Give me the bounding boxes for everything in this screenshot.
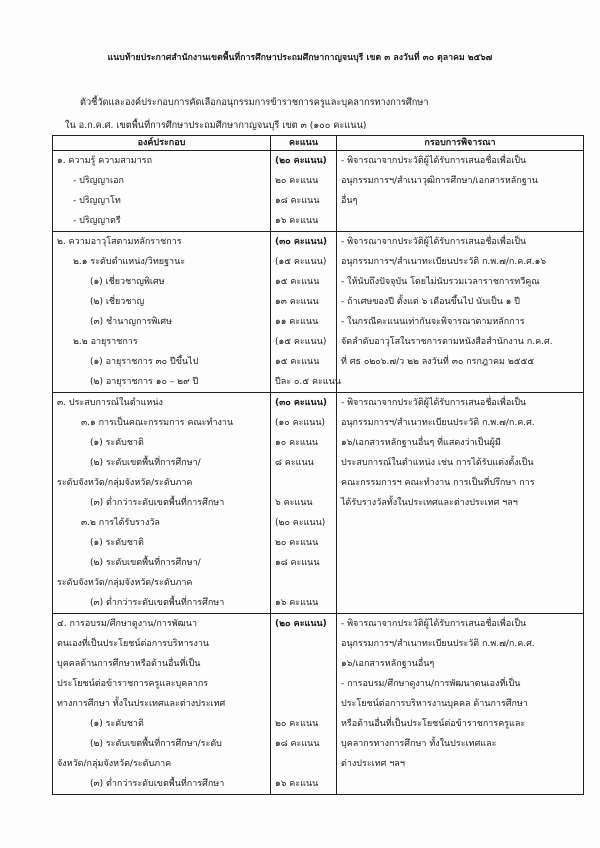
criteria-line: - ในกรณีคะแนนเท่ากันจะพิจารณาตามหลักการ [341,317,525,327]
criteria-line: อนุกรรมการฯ/สำเนาวุฒิการศึกษา/เอกสารหลักฐาน [341,176,538,186]
component-line: ๒. ความอาวุโสตามหลักราชการ [57,237,182,247]
intro-line-2: ใน อ.ก.ค.ศ. เขตพื้นที่การศึกษาประถมศึกษากาญจนบุรี เขต ๓ (๑๐๐ คะแนน) [65,120,367,131]
score-value [275,674,332,694]
score-value: (๒๐ คะแนน) [275,156,327,166]
criteria-line: ได้รับรางวัลทั้งในประเทศและต่างประเทศ ฯลฯ [341,498,518,508]
component-line: (๒) อายุราชการ ๑๐ – ๒๙ ปี [90,377,199,387]
score-value [275,654,332,674]
component-line: ๑. ความรู้ ความสามารถ [57,156,153,166]
score-value: ๑๑ คะแนน [275,317,319,327]
criteria-line: ที่ ศธ ๐๒๐๖.๗/ว ๒๒ ลงวันที่ ๓๐ กรกฎาคม ๒๕๕๕ [341,357,535,367]
component-line: (๓) ชำนาญการพิเศษ [90,317,173,327]
component-line: ๒.๒ อายุราชการ [73,337,138,347]
intro-line-1: ตัวชี้วัดและองค์ประกอบการคัดเลือกอนุกรรมการข้าราชการครูและบุคลากรทางการศึกษา [80,97,429,108]
criteria-cell [337,614,584,795]
score-value: ๒๐ คะแนน [275,538,319,548]
component-line: - ปริญญาตรี [73,216,121,226]
criteria-line: ๑๖/เอกสารหลักฐานอื่นๆ ที่แสดงว่าเป็นผู้มี [341,438,501,448]
component-line: (๑) เชี่ยวชาญพิเศษ [90,277,165,287]
score-cell [271,393,337,614]
table-header-row [53,136,584,151]
score-value [275,694,332,714]
criteria-line: - ถ้าเศษของปี ตั้งแต่ ๖ เดือนขึ้นไป นับเป็น ๑ ปี [341,297,521,307]
score-cell [271,614,337,795]
score-value: ๑๕ คะแนน [275,357,320,367]
component-line: (๓) ต่ำกว่าระดับเขตพื้นที่การศึกษา [90,498,225,508]
table-row [53,151,584,232]
component-line: ๓.๑ การเป็นคณะกรรมการ คณะทำงาน [81,418,234,428]
score-value [275,473,332,493]
component-line: - ปริญญาโท [73,196,121,206]
score-value: ๑๖ คะแนน [275,779,319,789]
component-line: (๑) ระดับชาติ [90,538,144,548]
score-value: ๑๐ คะแนน [275,438,319,448]
component-line: บุคคลด้านการศึกษาหรือด้านอื่นที่เป็น [57,659,201,669]
component-line: (๓) ต่ำกว่าระดับเขตพื้นที่การศึกษา [90,598,225,608]
component-line: (๑) ระดับชาติ [90,438,144,448]
component-line: (๒) ระดับเขตพื้นที่การศึกษา/ [90,458,201,468]
score-value [275,634,332,654]
table-row [53,393,584,614]
component-line: ตนเองที่เป็นประโยชน์ต่อการบริหารงาน [57,639,210,649]
score-value: ปีละ ๐.๕ คะแนน [275,377,341,387]
score-value: ๘ คะแนน [275,458,314,468]
component-line: ทางการศึกษา ทั้งในประเทศและต่างประเทศ [57,699,226,709]
score-value: ๒๐ คะแนน [275,719,319,729]
criteria-line: ๑๖/เอกสารหลักฐานอื่นๆ [341,659,435,669]
component-line: (๑) อายุราชการ ๓๐ ปีขึ้นไป [90,357,199,367]
score-value: (๑๐ คะแนน) [275,418,326,428]
score-value: (๑๕ คะแนน) [275,337,327,347]
score-value: ๑๕ คะแนน [275,277,320,287]
score-value: ๑๘ คะแนน [275,196,320,206]
score-cell [271,232,341,393]
component-line: ๔. การอบรม/ศึกษาดูงาน/การพัฒนา [57,619,198,629]
criteria-line: - พิจารณาจากประวัติผู้ได้รับการเสนอชื่อเพื่อเป็น [341,398,527,408]
header-score: คะแนน [271,136,337,151]
criteria-line: - พิจารณาจากประวัติผู้ได้รับการเสนอชื่อเพื่อเป็น [341,237,527,247]
criteria-line: อนุกรรมการฯ/สำเนาทะเบียนประวัติ ก.พ.๗/ก.ค.ศ. [341,639,535,649]
score-value [275,754,332,774]
criteria-line: หรือด้านอื่นที่เป็นประโยชน์ต่อข้าราชการครูและ [341,719,526,729]
criteria-table [52,135,584,795]
criteria-line: อื่นๆ [341,196,358,206]
score-value: ๑๖ คะแนน [275,598,319,608]
component-line: (๒) ระดับเขตพื้นที่การศึกษา/ [90,558,201,568]
criteria-line: อนุกรรมการฯ/สำเนาทะเบียนประวัติ ก.พ.๗/ก.ค.ศ.๑๖ [341,257,547,267]
component-line: - ปริญญาเอก [73,176,124,186]
score-value: (๓๐ คะแนน) [275,237,327,247]
component-line: ๒.๑ ระดับตำแหน่ง/วิทยฐานะ [73,257,186,267]
component-line: (๒) เชี่ยวชาญ [90,297,145,307]
criteria-line: บุคลากรทางการศึกษา ทั้งในประเทศและ [341,739,497,749]
table-row [53,614,584,795]
score-value: ๑๖ คะแนน [275,216,319,226]
score-value: ๑๘ คะแนน [275,558,320,568]
component-line: (๑) ระดับชาติ [90,719,144,729]
criteria-line: ต่างประเทศ ฯลฯ [341,759,405,769]
header-criteria: กรอบการพิจารณา [337,136,584,151]
score-value: (๓๐ คะแนน) [275,398,327,408]
component-cell [53,614,271,795]
score-value: ๒๐ คะแนน [275,176,319,186]
criteria-line: ประโยชน์ต่อการบริหารงานบุคคล ด้านการศึกษา [341,699,528,709]
table-body [53,151,584,795]
document-title: แนบท้ายประกาศสำนักงานเขตพื้นที่การศึกษาประถมศึกษากาญจนบุรี เขต ๓ ลงวันที่ ๓๐ ตุลาคม ๒๕๖๗ [107,53,493,63]
component-line: ระดับจังหวัด/กลุ่มจังหวัด/ระดับภาค [57,578,193,588]
component-line: (๓) ต่ำกว่าระดับเขตพื้นที่การศึกษา [90,779,225,789]
component-line: ระดับจังหวัด/กลุ่มจังหวัด/ระดับภาค [57,478,193,488]
component-line: ๓.๒ การได้รับรางวัล [81,518,160,528]
header-component: องค์ประกอบ [53,136,271,151]
score-value: ๑๘ คะแนน [275,739,320,749]
component-line: จังหวัด/กลุ่มจังหวัด/ระดับภาค [57,759,172,769]
criteria-line: อนุกรรมการฯ/สำเนาทะเบียนประวัติ ก.พ.๗/ก.ค.ศ. [341,418,535,428]
component-line: (๒) ระดับเขตพื้นที่การศึกษา/ระดับ [90,739,222,749]
component-cell [53,232,271,393]
component-line: ประโยชน์ต่อข้าราชการครูและบุคลากร [57,679,209,689]
criteria-line: - การอบรม/ศึกษาดูงาน/การพัฒนาตนเองที่เป็น [341,679,521,689]
criteria-line: คณะกรรมการฯ คณะทำงาน การเป็นที่ปรึกษา การ [341,478,535,488]
criteria-line: ประสบการณ์ในตำแหน่ง เช่น การได้รับแต่งตั้งเป็น [341,458,534,468]
criteria-line: จัดลำดับอาวุโสในราชการตามหนังสือสำนักงาน ก.ค.ศ. [341,337,553,347]
criteria-cell [337,151,584,232]
component-cell [53,393,271,614]
criteria-line: - พิจารณาจากประวัติผู้ได้รับการเสนอชื่อเพื่อเป็น [341,619,527,629]
table-row [53,232,584,393]
score-value [275,573,332,593]
score-value: (๒๐ คะแนน) [275,619,327,629]
score-value: ๖ คะแนน [275,498,313,508]
component-cell [53,151,271,232]
criteria-cell [337,393,584,614]
score-value: (๒๐ คะแนน) [275,518,326,528]
score-cell [271,151,337,232]
score-value: (๑๕ คะแนน) [275,257,327,267]
criteria-line: - ให้นับถึงปัจจุบัน โดยไม่นับรวมเวลาราชการทวีคูณ [341,277,540,287]
component-line: ๓. ประสบการณ์ในตำแหน่ง [57,398,163,408]
criteria-line: - พิจารณาจากประวัติผู้ได้รับการเสนอชื่อเพื่อเป็น [341,156,527,166]
criteria-cell [337,232,584,393]
score-value: ๑๓ คะแนน [275,297,319,307]
